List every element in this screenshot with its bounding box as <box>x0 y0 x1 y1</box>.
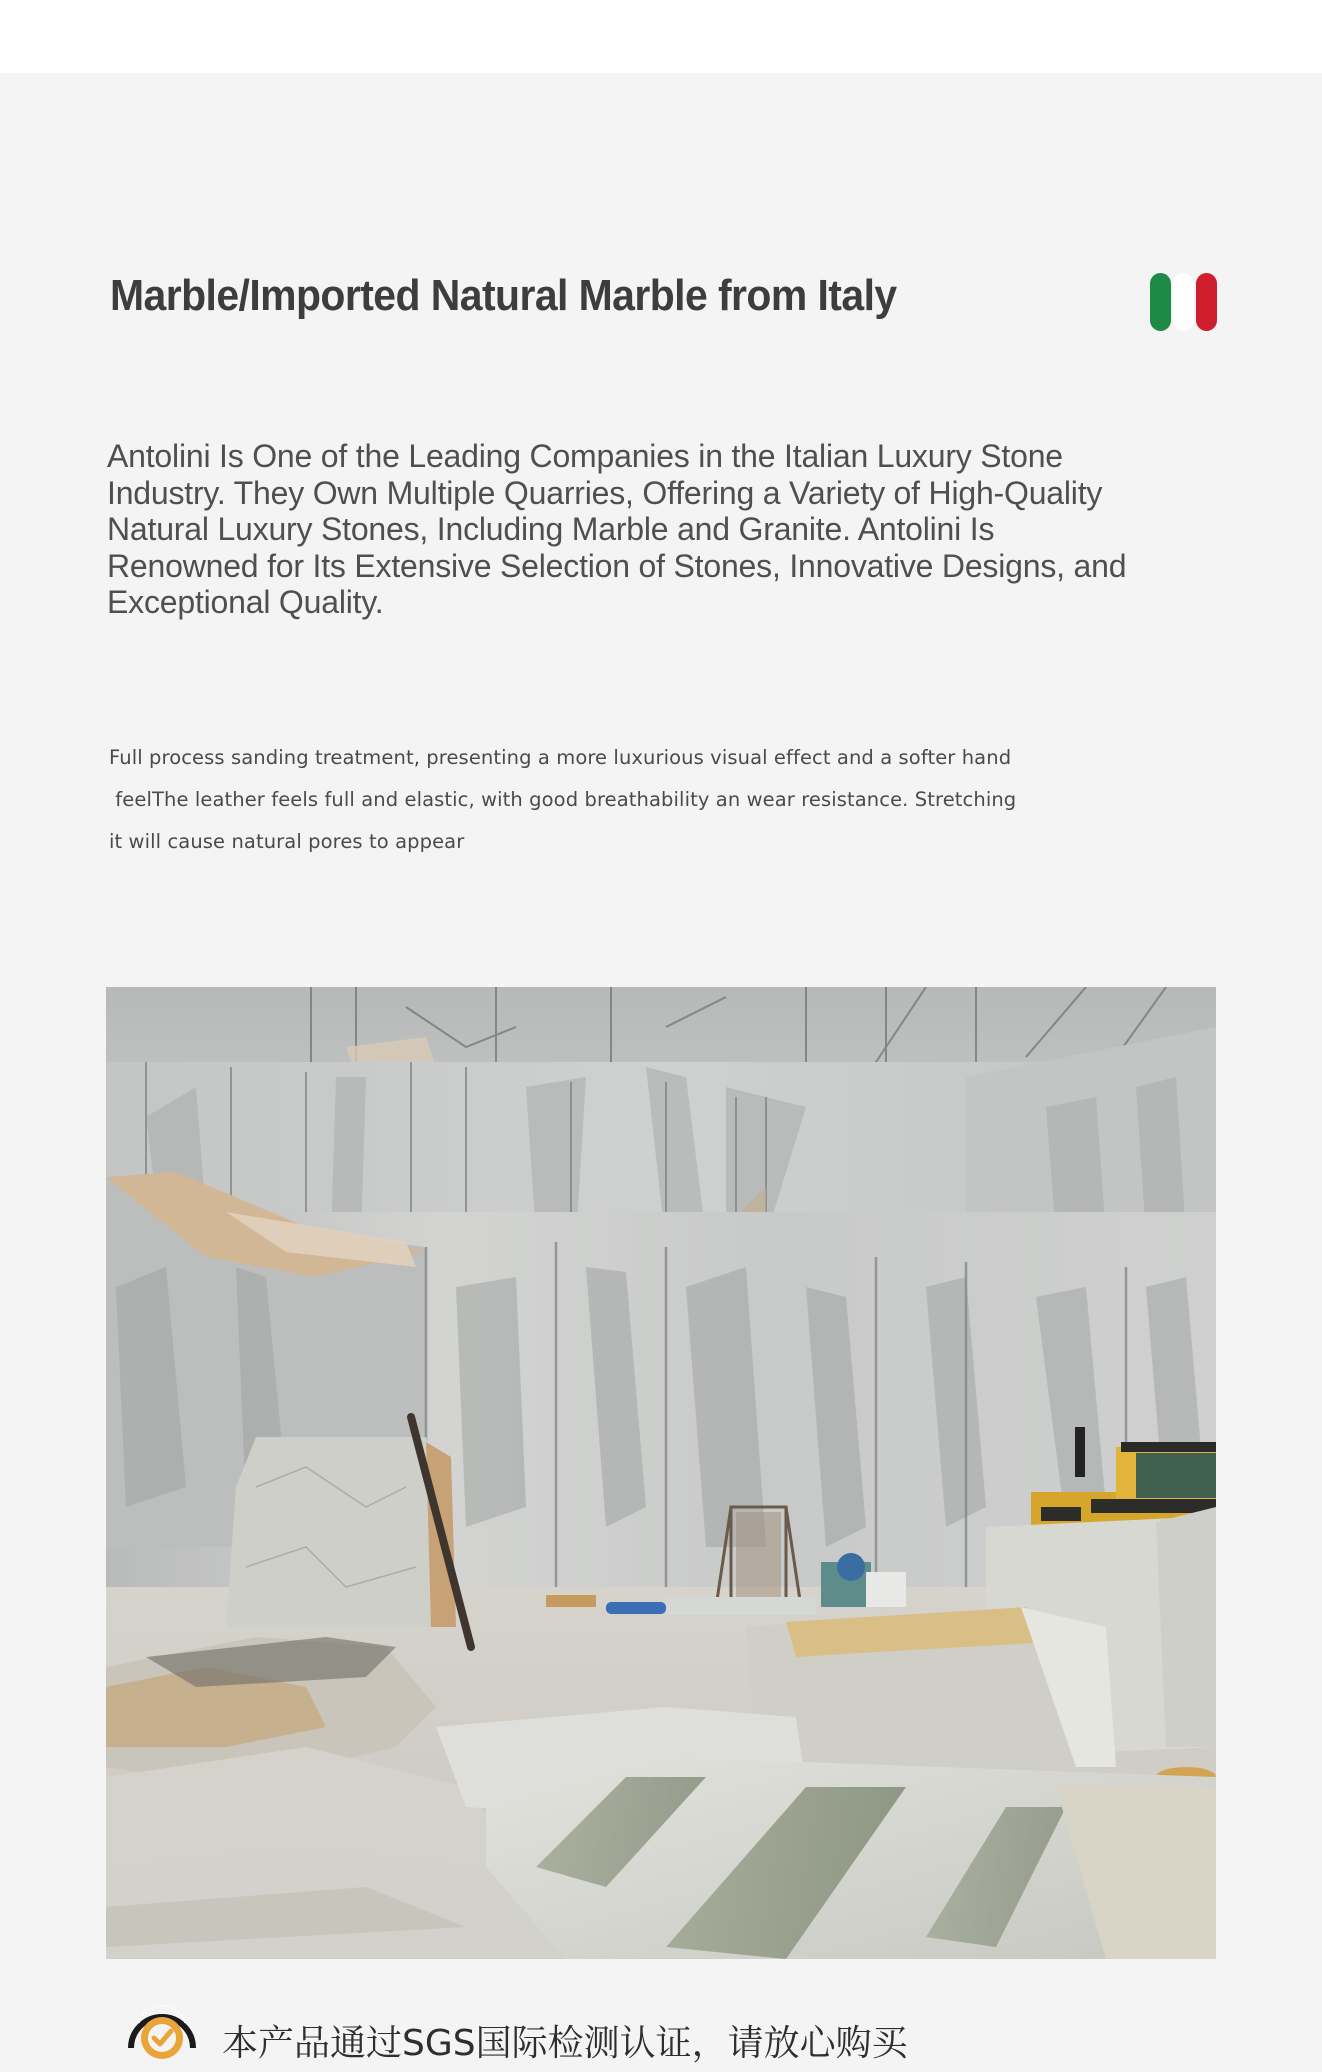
intro-line: Renowned for Its Extensive Selection of Stones, Innovative Designs, and <box>107 547 1127 584</box>
intro-paragraph <box>107 438 1237 621</box>
intro-line: Industry. They Own Multiple Quarries, Offering a Variety of High-Quality <box>107 474 1103 511</box>
intro-line: Natural Luxury Stones, Including Marble and Granite. Antolini Is <box>107 511 995 547</box>
italy-flag-icon <box>1150 273 1217 331</box>
description-line: Full process sanding treatment, presenting a more luxurious visual effect and a softer hand <box>109 746 1012 769</box>
flag-stripe-white <box>1173 273 1194 331</box>
page-title: Marble/Imported Natural Marble from Italy <box>110 271 897 320</box>
intro-line: Exceptional Quality. <box>107 584 384 620</box>
sgs-certified-badge-icon <box>125 1993 199 2067</box>
intro-line: Antolini Is One of the Leading Companies in the Italian Luxury Stone <box>107 438 1063 474</box>
flag-stripe-red <box>1196 273 1217 331</box>
quarry-scene <box>106 987 1216 1959</box>
quarry-photo <box>106 987 1216 1959</box>
top-bar <box>0 0 1322 73</box>
description-paragraph <box>109 737 1209 863</box>
description-line: it will cause natural pores to appear <box>109 830 465 853</box>
description-line: feelThe leather feels full and elastic, with good breathability an wear resistance. Stretching <box>109 788 1017 811</box>
certification-text: 本产品通过SGS国际检测认证，请放心购买 <box>222 2023 908 2064</box>
flag-stripe-green <box>1150 273 1171 331</box>
